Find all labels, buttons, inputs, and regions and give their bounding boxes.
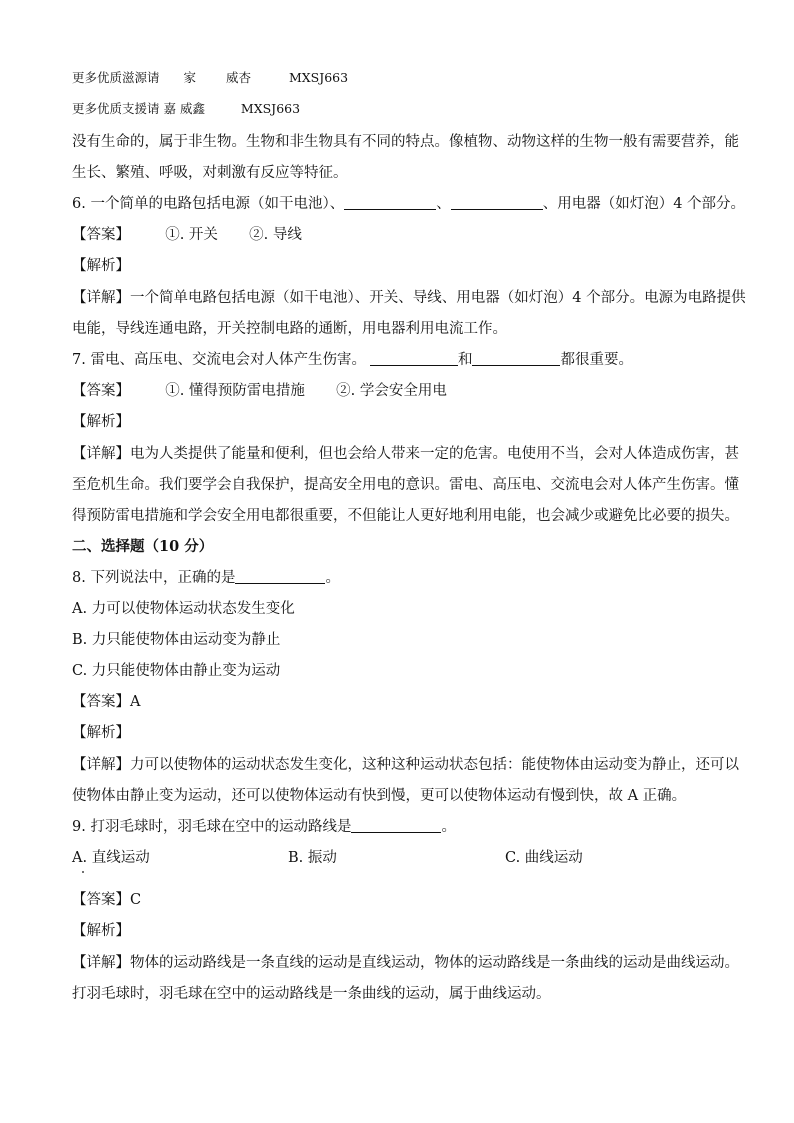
header-code: MXSJ663	[240, 101, 301, 116]
question-text: 。	[325, 570, 340, 586]
answer-blank	[472, 350, 560, 366]
answer-value: ①. 懂得预防雷电措施	[165, 383, 305, 399]
detail-line: 【详解】电为人类提供了能量和便利，但也会给人带来一定的危害。电使用不当，会对人体造成伤害，甚	[72, 446, 739, 462]
answer-blank	[344, 194, 436, 210]
question-text: 7. 雷电、高压电、交流电会对人体产生伤害。	[72, 352, 366, 368]
detail-line: 【详解】力可以使物体的运动状态发生变化，这种这种运动状态包括：能使物体由运动变为静止，还可以	[72, 757, 739, 773]
answer-line: 【答案】A	[72, 694, 141, 710]
option-c: C. 曲线运动	[505, 850, 583, 866]
question-text: 6. 一个简单的电路包括电源（如干电池）、	[72, 196, 345, 212]
answer-blank	[451, 194, 543, 210]
option-b: B. 力只能使物体由运动变为静止	[72, 632, 281, 648]
detail-line: 至危机生命。我们要学会自我保护，提高安全用电的意识。雷电、高压电、交流电会对人体产生伤害。懂	[72, 477, 739, 493]
detail-line: 使物体由静止变为运动，还可以使物体运动有快到慢，更可以使物体运动有慢到快，故 A 正确。	[72, 788, 687, 804]
analysis-tag: 【解析】	[72, 258, 130, 274]
question-6	[72, 192, 745, 213]
answer-tag: 【答案】	[72, 383, 130, 399]
detail-line: 打羽毛球时，羽毛球在空中的运动路线是一条曲线的运动，属于曲线运动。	[72, 986, 551, 1002]
intro-line: 生长、繁殖、呼吸，对刺激有反应等特征。	[72, 165, 348, 181]
question-text: 都很重要。	[560, 352, 633, 368]
answer-value: ②. 导线	[249, 227, 302, 243]
answer-line: 【答案】C	[72, 892, 142, 908]
answer-value: ②. 学会安全用电	[336, 383, 447, 399]
header-line-1	[72, 68, 348, 86]
option-a: A. 力可以使物体运动状态发生变化	[72, 601, 295, 617]
intro-line: 没有生命的，属于非生物。生物和非生物具有不同的特点。像植物、动物这样的生物一般有需要营养，能	[72, 134, 739, 150]
header-text: 更多优质支援请 嘉 威鑫	[72, 101, 205, 116]
answer-blank	[370, 350, 458, 366]
question-text: 。	[441, 819, 456, 835]
detail-line: 得预防雷电措施和学会安全用电都很重要，不但能让人更好地利用电能，也会减少或避免比必要的损失。	[72, 508, 739, 524]
question-text: 、用电器（如灯泡）4 个部分。	[542, 196, 746, 212]
answer-value: ①. 开关	[165, 227, 218, 243]
detail-line: 电能，导线连通电路，开关控制电路的通断，用电器利用电流工作。	[72, 321, 507, 337]
option-a: A. 直线运动	[72, 850, 150, 866]
option-c: C. 力只能使物体由静止变为运动	[72, 663, 281, 679]
header-text: 威杏	[225, 70, 251, 85]
header-text: 家	[183, 70, 196, 85]
answer-tag: 【答案】	[72, 227, 130, 243]
section-title: 二、选择题（10 分）	[72, 538, 214, 555]
detail-line: 【详解】物体的运动路线是一条直线的运动是直线运动，物体的运动路线是一条曲线的运动是曲线运动。	[72, 955, 739, 971]
header-line-2	[72, 99, 300, 117]
question-text: 、	[436, 196, 451, 212]
detail-line: 【详解】一个简单电路包括电源（如干电池）、开关、导线、用电器（如灯泡）4 个部分。电源为电路提供	[72, 290, 746, 306]
answer-blank	[235, 568, 325, 584]
analysis-tag: 【解析】	[72, 923, 130, 939]
answer-blank	[351, 817, 441, 833]
question-7	[72, 348, 633, 369]
answer-line	[72, 379, 447, 400]
header-code: MXSJ663	[288, 70, 349, 85]
question-text: 和	[457, 352, 473, 368]
header-text: 更多优质滋源请	[72, 70, 160, 85]
option-b: B. 振动	[288, 850, 337, 866]
stray-dot	[82, 871, 84, 873]
analysis-tag: 【解析】	[72, 725, 130, 741]
question-9	[72, 815, 456, 836]
question-text: 8. 下列说法中，正确的是	[72, 570, 236, 586]
answer-line	[72, 223, 302, 244]
question-8	[72, 566, 340, 587]
question-text: 9. 打羽毛球时，羽毛球在空中的运动路线是	[72, 819, 352, 835]
analysis-tag: 【解析】	[72, 414, 130, 430]
